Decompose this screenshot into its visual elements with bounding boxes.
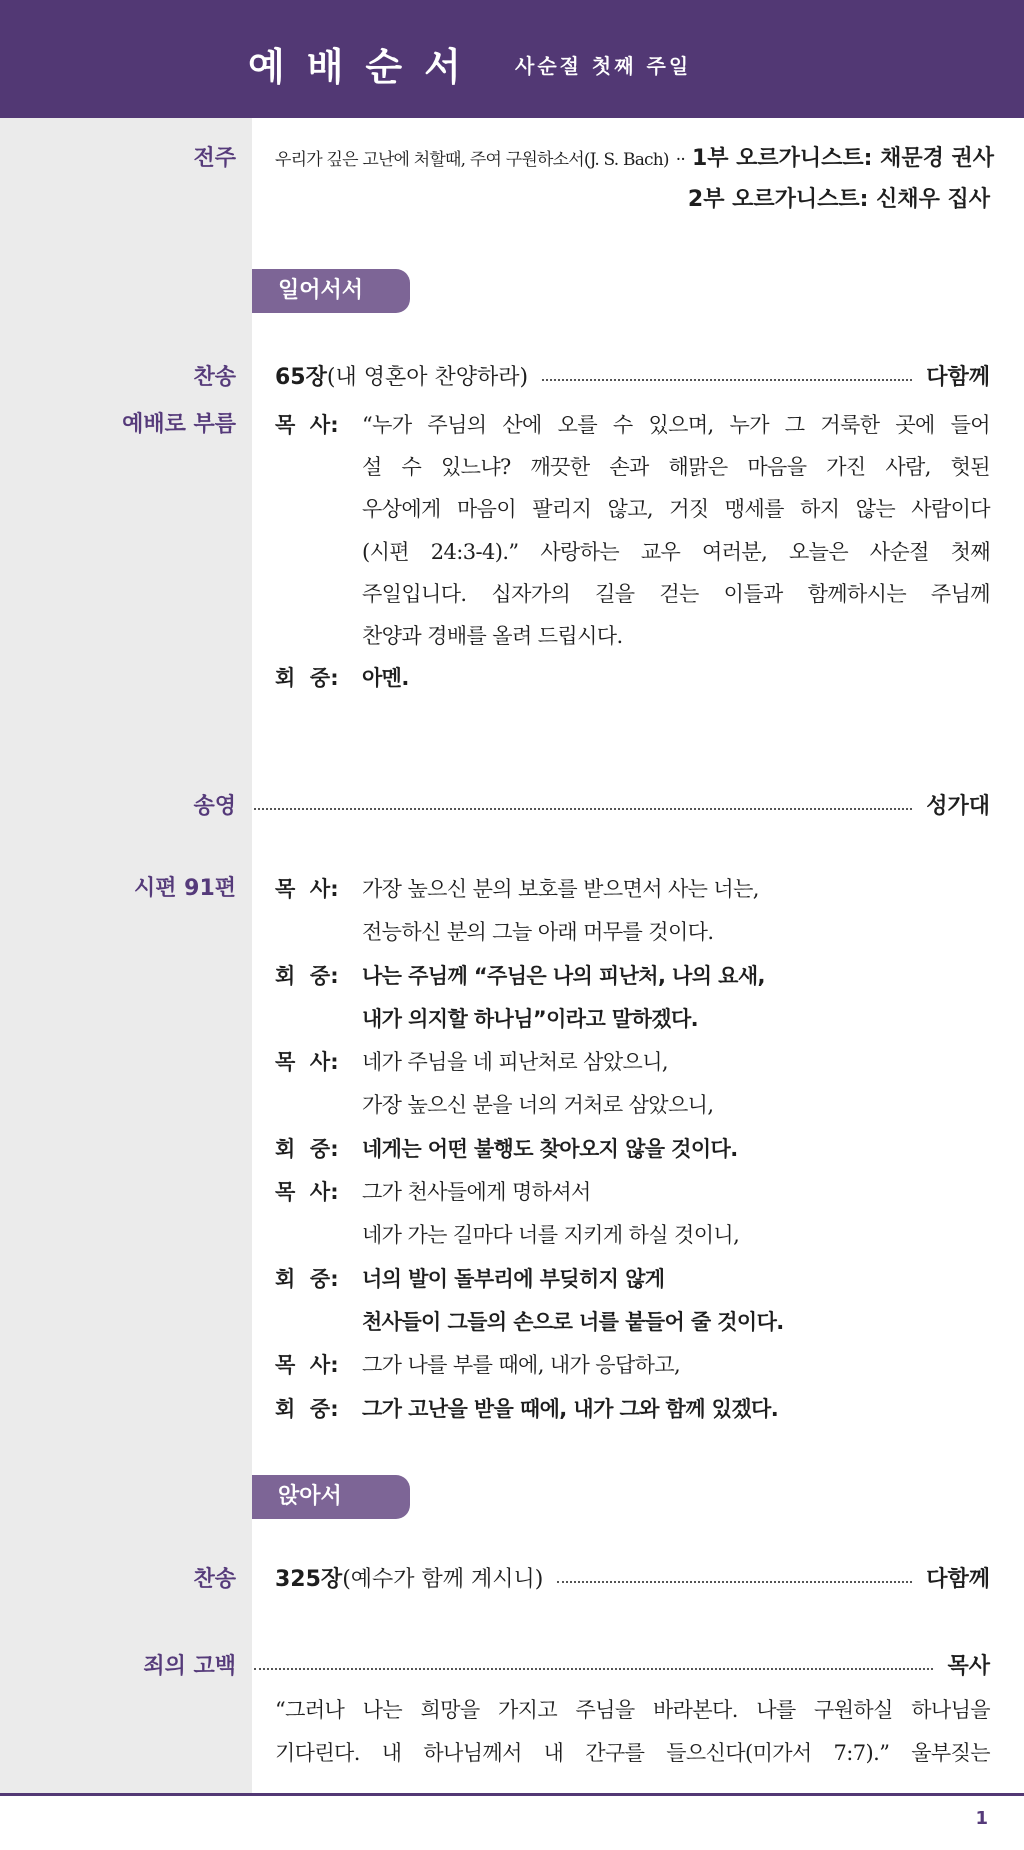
dialogue-entry bbox=[275, 1041, 990, 1128]
confession-line: “그러나 나는 희망을 가지고 주님을 바라본다. 나를 구원하실 하나님을 bbox=[275, 1698, 990, 1722]
dialogue-entry bbox=[275, 955, 990, 1042]
dialogue-entry bbox=[275, 404, 990, 657]
psalm-responsive-reading bbox=[275, 868, 990, 1431]
header-bar bbox=[0, 0, 1024, 118]
speaker-label: 목 사: bbox=[275, 1050, 339, 1075]
section-stand: 일어서서 bbox=[252, 269, 410, 313]
label-confession: 죄의 고백 bbox=[143, 1654, 236, 1679]
page-subtitle: 사순절 첫째 주일 bbox=[515, 54, 692, 78]
dialogue-line: (시편 24:3-4).” 사랑하는 교우 여러분, 오늘은 사순절 첫째 bbox=[362, 539, 990, 564]
hymn-2-number: 325장 bbox=[275, 1567, 343, 1592]
confession-row bbox=[252, 1646, 990, 1688]
hymn-1-title: (내 영혼아 찬양하라) bbox=[326, 365, 529, 390]
speaker-label: 회 중: bbox=[275, 666, 339, 691]
call-to-worship-dialogue bbox=[275, 404, 990, 699]
organist-1: 1부 오르가니스트: 채문경 권사 bbox=[691, 146, 995, 171]
dialogue-line: 너의 발이 돌부리에 부딪히지 않게 bbox=[362, 1266, 665, 1291]
dialogue-line: 네게는 어떤 불행도 찾아오지 않을 것이다. bbox=[362, 1136, 738, 1161]
speaker-label: 회 중: bbox=[275, 1396, 339, 1421]
dialogue-line: 설 수 있느냐? 깨끗한 손과 해맑은 마음을 가진 사람, 헛된 bbox=[362, 455, 990, 480]
prelude-separator: ·· bbox=[675, 150, 685, 170]
dotted-leader bbox=[254, 1668, 933, 1670]
label-call-to-worship: 예배로 부름 bbox=[122, 412, 236, 437]
speaker-label: 목 사: bbox=[275, 1353, 339, 1378]
speaker-label: 목 사: bbox=[275, 1180, 339, 1205]
speaker-label: 목 사: bbox=[275, 413, 339, 437]
label-anthem: 송영 bbox=[193, 794, 236, 819]
dialogue-line: 아멘. bbox=[362, 666, 409, 691]
hymn-1-number: 65장 bbox=[275, 365, 327, 390]
hymn-1-row bbox=[275, 357, 990, 399]
dialogue-line: 네가 가는 길마다 너를 지키게 하실 것이니, bbox=[362, 1223, 740, 1248]
dialogue-line: 천사들이 그들의 손으로 너를 붙들어 줄 것이다. bbox=[362, 1309, 784, 1334]
dotted-leader bbox=[542, 379, 912, 381]
speaker-label: 회 중: bbox=[275, 1136, 339, 1161]
anthem-row bbox=[252, 786, 990, 828]
dotted-leader bbox=[254, 808, 912, 810]
hymn-2-by: 다함께 bbox=[926, 1567, 990, 1592]
dialogue-line: 찬양과 경배를 올려 드립시다. bbox=[362, 624, 623, 649]
page-number: 1 bbox=[975, 1808, 988, 1829]
speaker-label: 회 중: bbox=[275, 963, 339, 988]
dialogue-line: “누가 주님의 산에 오를 수 있으며, 누가 그 거룩한 곳에 들어 bbox=[362, 413, 990, 437]
dialogue-line: 가장 높으신 분을 너의 거처로 삼았으니, bbox=[362, 1093, 714, 1118]
hymn-2-row bbox=[275, 1559, 990, 1601]
speaker-label: 회 중: bbox=[275, 1266, 339, 1291]
confession-line: 기다린다. 내 하나님께서 내 간구를 들으신다(미가서 7:7).” 울부짖는 bbox=[275, 1741, 990, 1765]
label-prelude: 전주 bbox=[193, 146, 236, 171]
dialogue-line: 우상에게 마음이 팔리지 않고, 거짓 맹세를 하지 않는 사람이다 bbox=[362, 497, 990, 522]
hymn-2-title: (예수가 함께 계시니) bbox=[342, 1567, 544, 1592]
dialogue-entry bbox=[275, 657, 990, 699]
organist-2: 2부 오르가니스트: 신채우 집사 bbox=[687, 187, 990, 212]
dialogue-line: 가장 높으신 분의 보호를 받으면서 사는 너는, bbox=[362, 877, 759, 901]
dialogue-line: 내가 의지할 하나님”이라고 말하겠다. bbox=[362, 1006, 699, 1031]
speaker-label: 목 사: bbox=[275, 877, 339, 901]
dotted-leader bbox=[557, 1581, 912, 1583]
dialogue-entry bbox=[275, 1128, 990, 1171]
dialogue-entry bbox=[275, 1258, 990, 1345]
dialogue-entry bbox=[275, 1388, 990, 1431]
dialogue-entry bbox=[275, 1344, 990, 1387]
section-sit: 앉아서 bbox=[252, 1475, 410, 1519]
dialogue-line: 주일입니다. 십자가의 길을 걷는 이들과 함께하시는 주님께 bbox=[362, 581, 990, 606]
prelude-line-1 bbox=[275, 138, 995, 181]
dialogue-line: 그가 나를 부를 때에, 내가 응답하고, bbox=[362, 1353, 681, 1378]
dialogue-entry bbox=[275, 868, 990, 955]
dialogue-line: 그가 고난을 받을 때에, 내가 그와 함께 있겠다. bbox=[362, 1396, 779, 1421]
prelude-line-2 bbox=[275, 179, 990, 221]
confession-by: 목사 bbox=[947, 1654, 990, 1679]
dialogue-line: 전능하신 분의 그늘 아래 머무를 것이다. bbox=[362, 920, 714, 945]
label-hymn-1: 찬송 bbox=[193, 365, 236, 390]
label-psalm: 시편 91편 bbox=[133, 876, 236, 901]
anthem-by: 성가대 bbox=[926, 794, 990, 819]
page-title: 예배순서 bbox=[248, 45, 483, 89]
dialogue-line: 나는 주님께 “주님은 나의 피난처, 나의 요새, bbox=[362, 963, 765, 988]
label-hymn-2: 찬송 bbox=[193, 1567, 236, 1592]
confession-text bbox=[275, 1689, 990, 1775]
footer-rule bbox=[0, 1793, 1024, 1796]
prelude-piece: 우리가 깊은 고난에 처할때, 주여 구원하소서(J. S. Bach) bbox=[275, 150, 669, 170]
hymn-1-by: 다함께 bbox=[926, 365, 990, 390]
dialogue-line: 그가 천사들에게 명하셔서 bbox=[362, 1180, 591, 1205]
dialogue-line: 네가 주님을 네 피난처로 삼았으니, bbox=[362, 1050, 668, 1075]
dialogue-entry bbox=[275, 1171, 990, 1258]
